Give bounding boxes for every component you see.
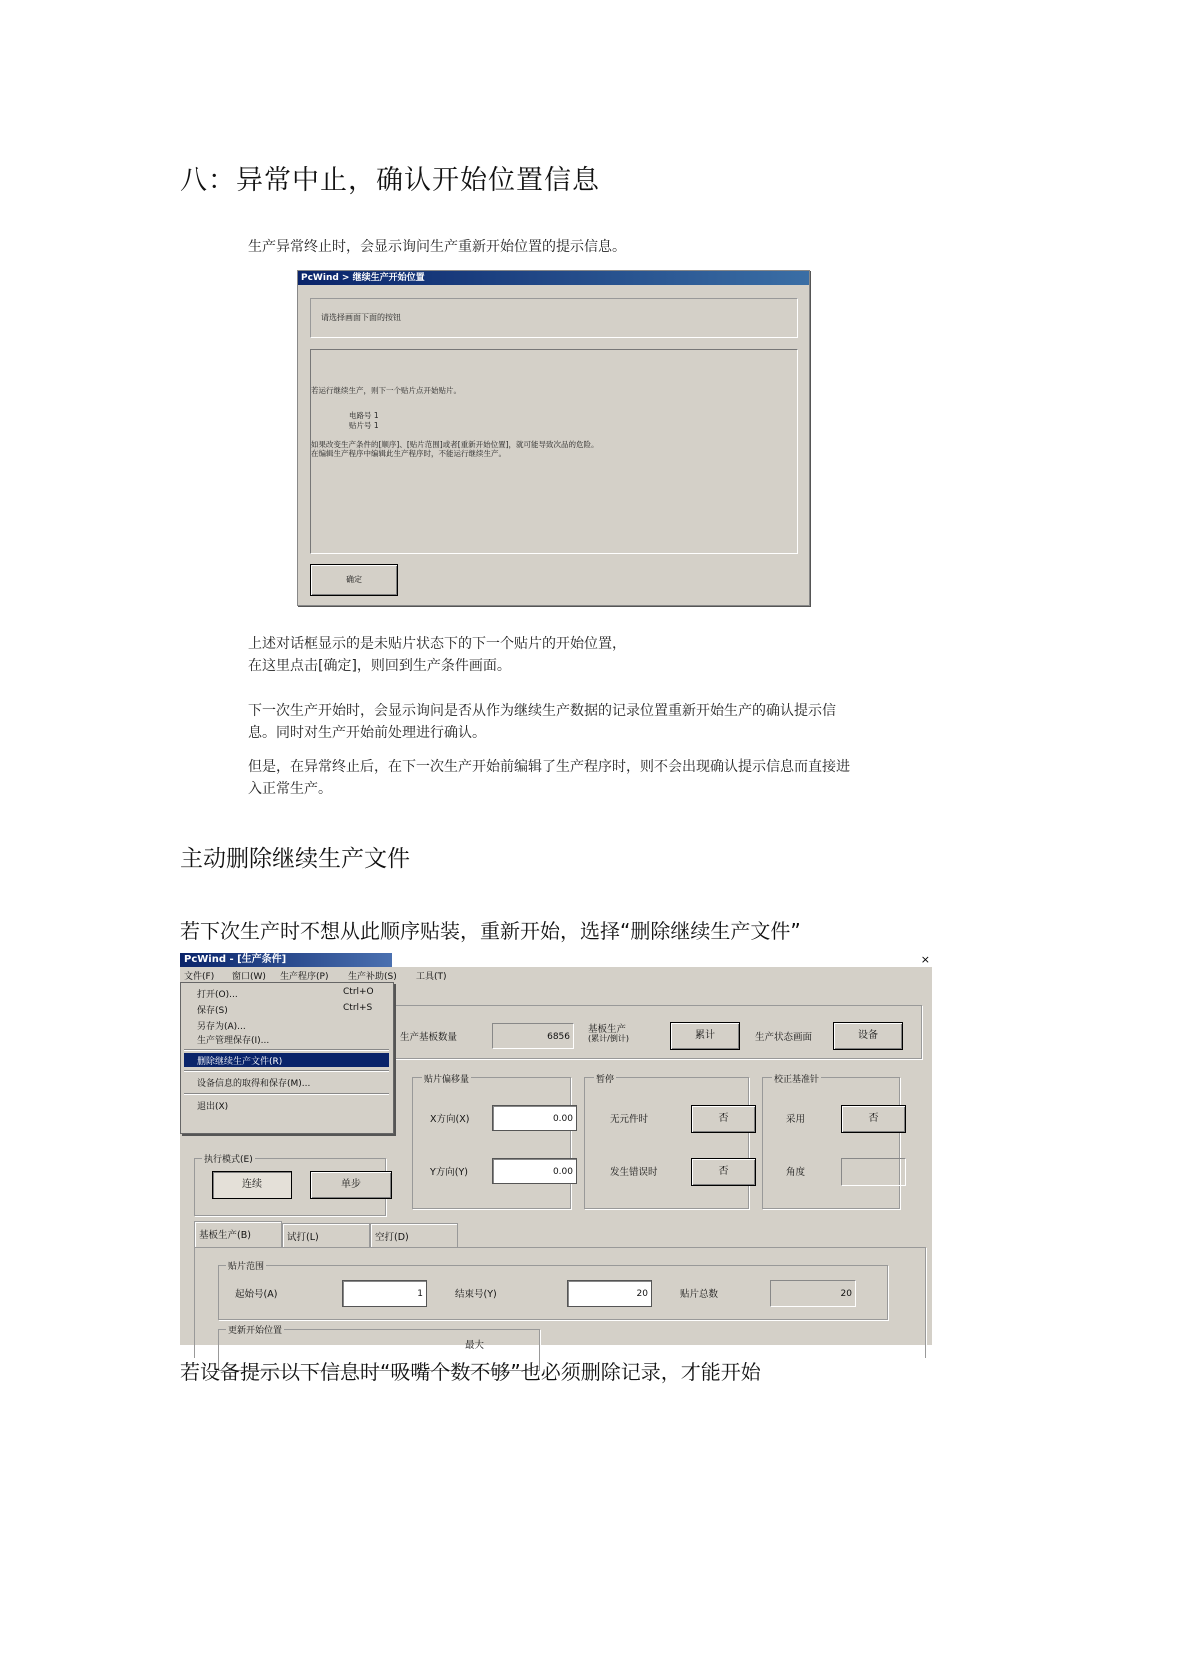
status-screen-label: 生产状态画面	[755, 1032, 813, 1043]
no-part-label: 无元件时	[610, 1114, 649, 1125]
dialog-title: PcWind > 继续生产开始位置	[298, 271, 809, 285]
error-toggle[interactable]: 否	[691, 1158, 756, 1186]
dialog-prompt: 请选择画面下面的按钮	[321, 313, 401, 322]
menu-separator	[184, 1093, 389, 1095]
x-direction-label: X方向(X)	[430, 1114, 470, 1125]
adopt-label: 采用	[786, 1114, 806, 1125]
paragraph-1-line-1: 上述对话框显示的是未贴片状态下的下一个贴片的开始位置，	[248, 636, 626, 652]
menu-program[interactable]: 生产程序(P)	[280, 972, 329, 982]
intro-text: 生产异常终止时，会显示询问生产重新开始位置的提示信息。	[248, 239, 626, 255]
file-menu-dropdown	[180, 982, 394, 1134]
start-number-label: 起始号(A)	[235, 1289, 278, 1300]
menu-tools[interactable]: 工具(T)	[416, 972, 447, 982]
menu-assist[interactable]: 生产补助(S)	[348, 972, 397, 982]
offset-group	[412, 1077, 571, 1209]
pause-group-label: 暂停	[594, 1072, 616, 1085]
start-number-input[interactable]: 1	[342, 1280, 427, 1307]
dialog-prompt-box	[310, 298, 798, 338]
calibration-group	[762, 1077, 900, 1209]
menu-item-management-save[interactable]: 生产管理保存(I)...	[197, 1036, 270, 1046]
tab-trial[interactable]: 试打(L)	[282, 1223, 370, 1248]
menu-separator	[184, 1070, 389, 1072]
end-number-input[interactable]: 20	[567, 1280, 652, 1307]
no-part-toggle[interactable]: 否	[691, 1105, 756, 1133]
menu-item-device-info[interactable]: 设备信息的取得和保存(M)...	[197, 1079, 311, 1089]
dialog-warning-2: 在编辑生产程序中编辑此生产程序时，不能运行继续生产。	[311, 449, 506, 458]
continuous-button[interactable]: 连续	[212, 1171, 292, 1199]
board-count-label: 生产基板数量	[400, 1032, 458, 1043]
calibration-group-label: 校正基准针	[772, 1072, 821, 1085]
section-heading-delete-resume: 主动删除继续生产文件	[180, 846, 410, 872]
menu-item-open[interactable]: 打开(O)...	[197, 990, 238, 1000]
window-titlebar	[180, 953, 932, 967]
cumulative-button[interactable]: 累计	[670, 1022, 740, 1050]
dialog-message: 若运行继续生产，则下一个贴片点开始贴片。	[311, 386, 461, 395]
menu-bar	[180, 967, 932, 982]
menu-file[interactable]: 文件(F)	[184, 972, 215, 982]
resume-position-dialog	[297, 270, 810, 606]
adopt-toggle[interactable]: 否	[841, 1105, 906, 1133]
menu-item-save-as[interactable]: 另存为(A)...	[197, 1022, 246, 1032]
dialog-warning-1: 如果改变生产条件的[顺序]、[贴片范围]或者[重新开始位置]，就可能导致次品的危险。	[311, 440, 599, 449]
tab-board-production[interactable]: 基板生产(B)	[194, 1221, 282, 1248]
tab-dry-run[interactable]: 空打(D)	[370, 1223, 458, 1248]
paragraph-2-line-1: 下一次生产开始时，会显示询问是否从作为继续生产数据的记录位置重新开始生产的确认提示信	[248, 703, 836, 719]
dialog-message-box	[310, 349, 798, 554]
menu-item-delete-resume-highlight[interactable]	[184, 1053, 389, 1067]
offset-group-label: 贴片偏移量	[422, 1072, 471, 1085]
open-shortcut: Ctrl+O	[343, 987, 374, 997]
menu-item-save[interactable]: 保存(S)	[197, 1006, 228, 1016]
menu-item-delete-resume[interactable]: 删除继续生产文件(R)	[197, 1057, 283, 1067]
y-offset-input[interactable]: 0.00	[492, 1158, 577, 1184]
dialog-circuit-number: 电路号 1	[349, 411, 379, 420]
total-count-label: 贴片总数	[680, 1289, 719, 1300]
device-button[interactable]: 设备	[833, 1022, 903, 1050]
save-shortcut: Ctrl+S	[343, 1003, 373, 1013]
angle-field	[841, 1158, 906, 1186]
instruction-line: 若下次生产时不想从此顺序贴装，重新开始，选择“删除继续生产文件”	[180, 919, 801, 943]
board-production-label: 基板生产 (累计/倒计)	[588, 1024, 629, 1043]
paragraph-2-line-2: 息。同时对生产开始前处理进行确认。	[248, 725, 486, 741]
paragraph-3-line-1: 但是，在异常终止后，在下一次生产开始前编辑了生产程序时，则不会出现确认提示信息而直接进	[248, 759, 850, 775]
dialog-placement-number: 贴片号 1	[349, 421, 379, 430]
ok-button[interactable]: 确定	[310, 564, 398, 596]
pause-group	[584, 1077, 749, 1209]
paragraph-3-line-2: 入正常生产。	[248, 781, 332, 797]
paragraph-1-line-2: 在这里点击[确定]，则回到生产条件画面。	[248, 658, 511, 674]
step-button[interactable]: 单步	[310, 1171, 392, 1199]
menu-window[interactable]: 窗口(W)	[232, 972, 266, 982]
error-label: 发生错误时	[610, 1167, 658, 1178]
x-offset-input[interactable]: 0.00	[492, 1105, 577, 1131]
nozzle-warning-line: 若设备提示以下信息时“吸嘴个数不够”也必须删除记录，才能开始	[180, 1360, 761, 1384]
y-direction-label: Y方向(Y)	[430, 1167, 469, 1178]
close-icon[interactable]: ×	[920, 953, 930, 966]
placement-range-label: 贴片范围	[226, 1259, 266, 1272]
end-number-label: 结束号(Y)	[455, 1289, 497, 1300]
window-title: PcWind - [生产条件]	[180, 953, 392, 967]
angle-label: 角度	[786, 1167, 806, 1178]
restart-position-label: 更新开始位置	[226, 1323, 284, 1336]
menu-item-exit[interactable]: 退出(X)	[197, 1102, 229, 1112]
max-label: 最大	[465, 1340, 485, 1351]
execution-mode-label: 执行模式(E)	[202, 1152, 255, 1165]
menu-separator	[184, 1049, 389, 1051]
board-count-field: 6856	[492, 1023, 574, 1049]
production-conditions-window	[180, 953, 932, 1351]
section-heading-abnormal-stop: 八：异常中止，确认开始位置信息	[180, 165, 600, 196]
total-count-field: 20	[770, 1280, 856, 1307]
